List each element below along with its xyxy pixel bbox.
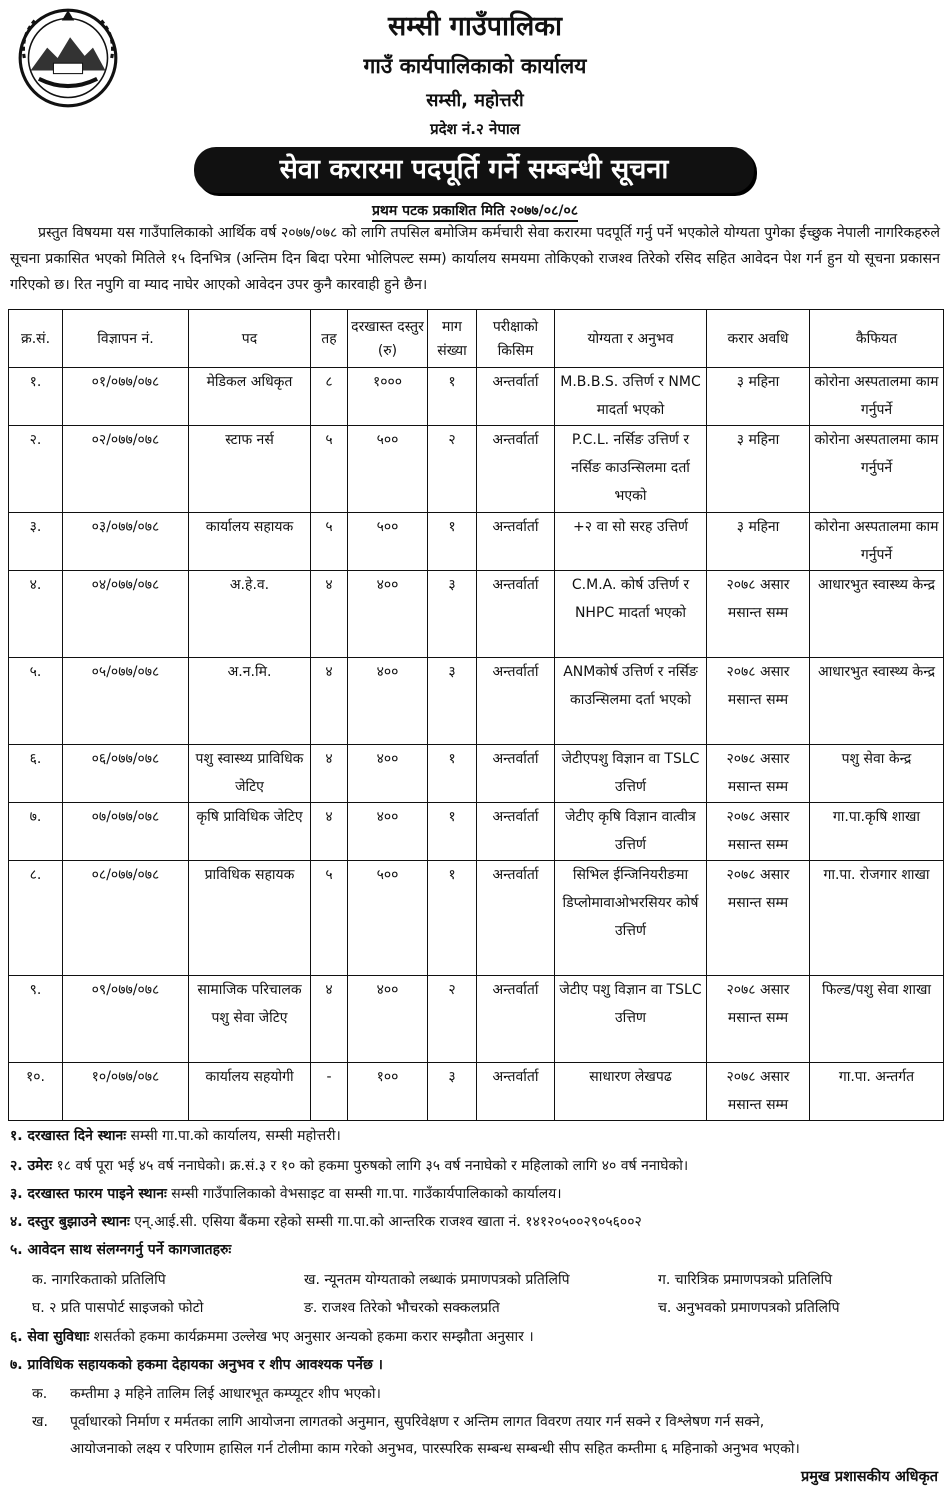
table-header-row [9,310,944,368]
cell-demand: १ [428,745,477,803]
cell-post: पशु स्वास्थ्य प्राविधिक जेटिए [189,745,311,803]
cell-level: ५ [311,513,348,571]
cell-ad-number: ०३/०७७/०७८ [63,513,189,571]
note-fee-place [10,1212,642,1231]
cell-fee: ४०० [348,571,428,658]
cell-contract-period: २०७८ असार मसान्त सम्म [707,861,810,976]
cell-serial: १०. [9,1063,63,1121]
cell-exam-type: अन्तर्वार्ता [477,368,555,426]
cell-qualification: P.C.L. नर्सिङ उत्तिर्ण र नर्सिङ काउन्सिलमा दर्ता भएको [555,426,707,513]
cell-remarks: कोरोना अस्पतालमा काम गर्नुपर्ने [810,513,944,571]
cell-level: ४ [311,976,348,1063]
cell-remarks: आधारभुत स्वास्थ्य केन्द्र [810,658,944,745]
note-technical-skills-label: ७. प्राविधिक सहायकको हकमा देहायका अनुभव र शीप आवश्यक पर्नेछ । [10,1357,383,1373]
cell-exam-type: अन्तर्वार्ता [477,976,555,1063]
cell-post: अ.हे.व. [189,571,311,658]
list-item: क. [32,1386,48,1402]
list-item: कम्तीमा ३ महिने तालिम लिई आधारभूत कम्प्यूटर शीप भएको। [70,1386,381,1402]
cell-fee: ५०० [348,861,428,976]
cell-post: स्टाफ नर्स [189,426,311,513]
cell-contract-period: २०७८ असार मसान्त सम्म [707,571,810,658]
cell-serial: ४. [9,571,63,658]
note-application-place [10,1126,341,1145]
cell-serial: ७. [9,803,63,861]
cell-contract-period: ३ महिना [707,426,810,513]
list-item: ख. न्यूनतम योग्यताको लब्धाकं प्रमाणपत्रको प्रतिलिपि [304,1272,570,1288]
cell-fee: ५०० [348,426,428,513]
cell-post: अ.न.मि. [189,658,311,745]
letterhead [0,0,950,150]
cell-qualification: M.B.B.S. उत्तिर्ण र NMC मादर्ता भएको [555,368,707,426]
list-item: ङ. राजश्व तिरेको भौचरको सक्कलप्रति [304,1300,500,1316]
cell-remarks: फिल्ड/पशु सेवा शाखा [810,976,944,1063]
table-row [9,861,944,976]
note-text: सम्सी गा.पा.को कार्यालय, सम्सी महोत्तरी। [126,1128,341,1144]
cell-serial: १. [9,368,63,426]
cell-qualification: सिभिल ईन्जिनियरीङमा डिप्लोमावाओभरसियर कोर्ष उत्तिर्ण [555,861,707,976]
note-text: एन्.आई.सी. एसिया बैंकमा रहेको सम्सी गा.पा.को आन्तरिक राजश्व खाता नं. १४१२०५००२९०५६००२ [129,1214,642,1230]
col-header: माग संख्या [428,310,477,368]
cell-ad-number: ०४/०७७/०७८ [63,571,189,658]
cell-serial: ५. [9,658,63,745]
publish-date [0,201,950,220]
table-row [9,658,944,745]
cell-exam-type: अन्तर्वार्ता [477,513,555,571]
cell-serial: २. [9,426,63,513]
cell-ad-number: ०७/०७७/०७८ [63,803,189,861]
cell-level: ५ [311,861,348,976]
cell-fee: १००० [348,368,428,426]
cell-fee: १०० [348,1063,428,1121]
cell-contract-period: २०७८ असार मसान्त सम्म [707,658,810,745]
table-row [9,976,944,1063]
table-row [9,803,944,861]
cell-remarks: कोरोना अस्पतालमा काम गर्नुपर्ने [810,426,944,513]
cell-contract-period: २०७८ असार मसान्त सम्म [707,976,810,1063]
cell-exam-type: अन्तर्वार्ता [477,426,555,513]
cell-remarks: गा.पा. रोजगार शाखा [810,861,944,976]
cell-remarks: गा.पा. अन्तर्गत [810,1063,944,1121]
table-row [9,1063,944,1121]
cell-ad-number: ०५/०७७/०७८ [63,658,189,745]
cell-demand: ३ [428,658,477,745]
cell-exam-type: अन्तर्वार्ता [477,861,555,976]
cell-ad-number: ०६/०७७/०७८ [63,745,189,803]
cell-demand: १ [428,513,477,571]
cell-post: कार्यालय सहयोगी [189,1063,311,1121]
cell-level: ४ [311,745,348,803]
cell-contract-period: २०७८ असार मसान्त सम्म [707,1063,810,1121]
cell-ad-number: ०१/०७७/०७८ [63,368,189,426]
cell-qualification: +२ वा सो सरह उत्तिर्ण [555,513,707,571]
col-header: करार अवधि [707,310,810,368]
cell-contract-period: २०७८ असार मसान्त सम्म [707,745,810,803]
municipality-name: सम्सी गाउँपालिका [387,11,563,42]
cell-contract-period: ३ महिना [707,368,810,426]
cell-ad-number: ०२/०७७/०७८ [63,426,189,513]
note-label: ४. दस्तुर बुझाउने स्थानः [10,1214,130,1230]
cell-post: सामाजिक परिचालक पशु सेवा जेटिए [189,976,311,1063]
note-label: २. उमेरः [10,1158,53,1174]
cell-fee: ४०० [348,976,428,1063]
col-header: तह [311,310,348,368]
cell-level: ४ [311,803,348,861]
cell-qualification: जेटीएपशु विज्ञान वा TSLC उत्तिर्ण [555,745,707,803]
col-header: दरखास्त दस्तुर (रु) [348,310,428,368]
cell-remarks: कोरोना अस्पतालमा काम गर्नुपर्ने [810,368,944,426]
col-header: विज्ञापन नं. [63,310,189,368]
cell-ad-number: ०९/०७७/०७८ [63,976,189,1063]
cell-level: - [311,1063,348,1121]
vacancy-table [8,309,944,1121]
cell-demand: ३ [428,1063,477,1121]
cell-remarks: गा.पा.कृषि शाखा [810,803,944,861]
cell-qualification: जेटीए कृषि विज्ञान वात्वीत्र उत्तिर्ण [555,803,707,861]
cell-demand: १ [428,861,477,976]
publish-date-text: प्रथम पटक प्रकाशित मिति २०७७/०८/०८ [372,203,578,222]
cell-exam-type: अन्तर्वार्ता [477,1063,555,1121]
note-text: सम्सी गाउँपालिकाको वेभसाइट वा सम्सी गा.पा. गाउँकार्यपालिकाको कार्यालय। [166,1186,562,1202]
cell-serial: ६. [9,745,63,803]
cell-remarks: पशु सेवा केन्द्र [810,745,944,803]
cell-post: मेडिकल अधिकृत [189,368,311,426]
cell-level: ८ [311,368,348,426]
cell-qualification: जेटीए पशु विज्ञान वा TSLC उत्तिण [555,976,707,1063]
col-header: क्र.सं. [9,310,63,368]
note-text: १८ वर्ष पूरा भई ४५ वर्ष ननाघेको। क्र.सं.३ र १० को हकमा पुरुषको लागि ३५ वर्ष ननाघेको र महिलाको लागि ४० वर्ष ननाघेको। [52,1158,689,1174]
note-text: शसर्तको हकमा कार्यक्रममा उल्लेख भए अनुसार अन्यको हकमा करार सम्झौता अनुसार । [89,1329,534,1345]
list-item: पूर्वाधारको निर्माण र मर्मतका लागि आयोजना लागतको अनुमान, सुपरिवेक्षण र अन्तिम लागत विवरण तयार गर्न सक्ने र विश्लेषण गर्न सक्ने, [70,1414,765,1430]
office-location: सम्सी, महोत्तरी [426,90,524,111]
col-header: पद [189,310,311,368]
cell-qualification: C.M.A. कोर्ष उत्तिर्ण र NHPC मादर्ता भएको [555,571,707,658]
cell-serial: ३. [9,513,63,571]
signature-title: प्रमुख प्रशासकीय अधिकृत [801,1469,938,1485]
cell-fee: ४०० [348,803,428,861]
cell-exam-type: अन्तर्वार्ता [477,658,555,745]
office-name: गाउँ कार्यपालिकाको कार्यालय [363,54,587,78]
cell-demand: २ [428,426,477,513]
table-row [9,426,944,513]
cell-contract-period: ३ महिना [707,513,810,571]
table-row [9,571,944,658]
province-name: प्रदेश नं.२ नेपाल [430,120,520,138]
cell-qualification: साधारण लेखपढ [555,1063,707,1121]
cell-ad-number: ०८/०७७/०७८ [63,861,189,976]
cell-exam-type: अन्तर्वार्ता [477,571,555,658]
list-item: क. नागरिकताको प्रतिलिपि [32,1272,166,1288]
note-label: ६. सेवा सुविधाः [10,1329,90,1345]
cell-post: कार्यालय सहायक [189,513,311,571]
cell-ad-number: १०/०७७/०७८ [63,1063,189,1121]
cell-level: ४ [311,571,348,658]
cell-demand: १ [428,803,477,861]
note-age [10,1156,688,1175]
cell-fee: ५०० [348,513,428,571]
cell-post: प्राविधिक सहायक [189,861,311,976]
list-item: ग. चारित्रिक प्रमाणपत्रको प्रतिलिपि [658,1272,833,1288]
col-header: परीक्षाको किसिम [477,310,555,368]
list-item: घ. २ प्रति पासपोर्ट साइजको फोटो [32,1300,204,1316]
cell-fee: ४०० [348,658,428,745]
cell-qualification: ANMकोर्ष उत्तिर्ण र नर्सिङ काउन्सिलमा दर्ता भएको [555,658,707,745]
note-service-facility [10,1327,534,1346]
note-label: १. दरखास्त दिने स्थानः [10,1128,127,1144]
cell-exam-type: अन्तर्वार्ता [477,803,555,861]
cell-demand: १ [428,368,477,426]
table-row [9,513,944,571]
col-header: कैफियत [810,310,944,368]
cell-level: ४ [311,658,348,745]
notice-title: सेवा करारमा पदपूर्ति गर्ने सम्बन्धी सूचना [194,147,754,193]
cell-demand: २ [428,976,477,1063]
cell-level: ५ [311,426,348,513]
note-form-place [10,1184,562,1203]
list-item: ख. [32,1414,48,1430]
intro-paragraph: प्रस्तुत विषयमा यस गाउँपालिकाको आर्थिक वर्ष २०७७/०७८ को लागि तपसिल बमोजिम कर्मचारी सेवा करारमा पदपूर्ति गर्नु पर्ने भएकोले योग्यता पुगेका ईच्छुक नेपाली नागरिकहरुले सूचना प्रकासित भएको मितिले १५ दिनभित्र (अन्तिम दिन बिदा परेमा भोलिपल्ट सम्म) कार्यालय समयमा तोकिएको राजश्व तिरेको रसिद सहित आवेदन पेश गर्न हुन यो सूचना प्रकासन गरिएको छ। रित नपुगि वा म्याद नाघेर आएको आवेदन उपर कुनै कारवाही हुने छैन। [10,225,940,293]
table-row [9,368,944,426]
note-label: ३. दरखास्त फारम पाइने स्थानः [10,1186,167,1202]
cell-contract-period: २०७८ असार मसान्त सम्म [707,803,810,861]
note-documents-label: ५. आवेदन साथ संलग्नगर्नु पर्ने कागजातहरुः [10,1242,232,1258]
cell-exam-type: अन्तर्वार्ता [477,745,555,803]
cell-remarks: आधारभुत स्वास्थ्य केन्द्र [810,571,944,658]
list-item: च. अनुभवको प्रमाणपत्रको प्रतिलिपि [658,1300,840,1316]
cell-fee: ४०० [348,745,428,803]
list-item: आयोजनाको लक्ष्य र परिणाम हासिल गर्न टोलीमा काम गरेको अनुभव, पारस्परिक सम्बन्ध सम्बन्धी सीप सहित कम्तीमा ६ महिनाको अनुभव भएको। [70,1441,800,1457]
cell-serial: ९. [9,976,63,1063]
cell-serial: ८. [9,861,63,976]
table-row [9,745,944,803]
cell-post: कृषि प्राविधिक जेटिए [189,803,311,861]
cell-demand: ३ [428,571,477,658]
col-header: योग्यता र अनुभव [555,310,707,368]
